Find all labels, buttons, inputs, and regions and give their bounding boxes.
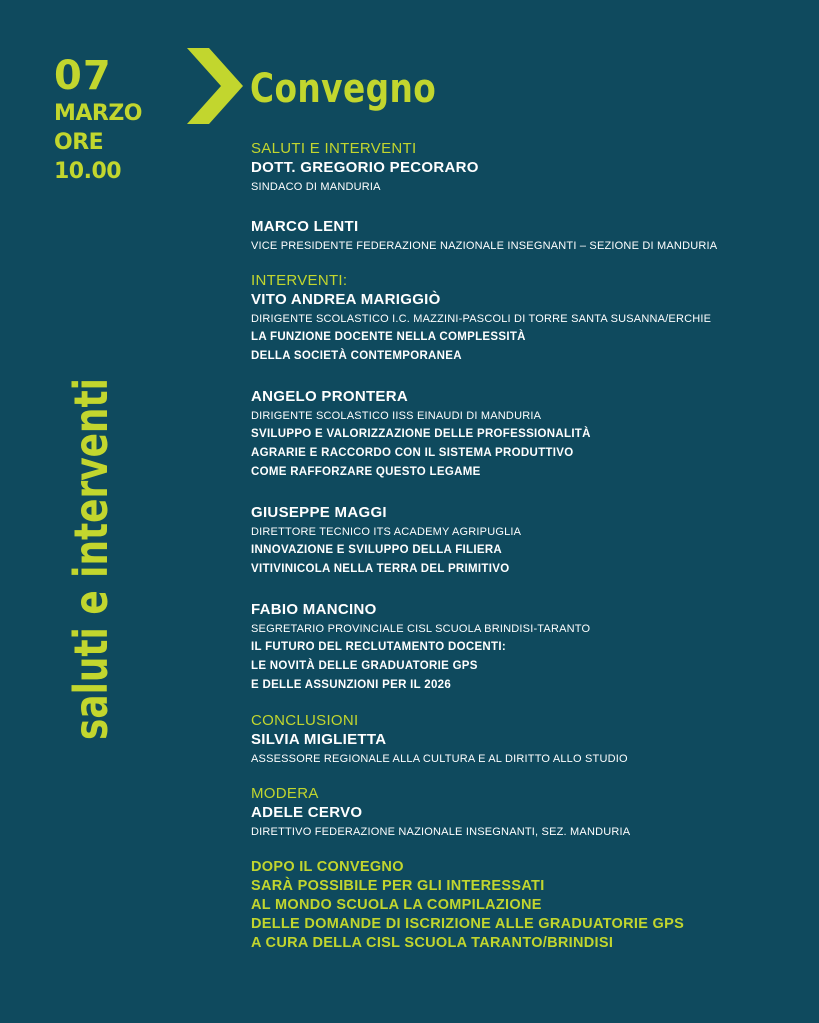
speaker-name: FABIO MANCINO	[251, 601, 377, 618]
program	[251, 140, 791, 953]
speaker-topic: AGRARIE E RACCORDO CON IL SISTEMA PRODUTTIVO	[251, 447, 574, 459]
speaker-name: ADELE CERVO	[251, 804, 363, 821]
speaker-topic: IL FUTURO DEL RECLUTAMENTO DOCENTI:	[251, 641, 506, 653]
vertical-title	[64, 276, 118, 740]
date-month: MARZO	[54, 101, 143, 126]
speaker-name: GIUSEPPE MAGGI	[251, 504, 387, 521]
speaker-topic: LE NOVITÀ DELLE GRADUATORIE GPS	[251, 660, 478, 672]
speaker-topic: LA FUNZIONE DOCENTE NELLA COMPLESSITÀ	[251, 331, 526, 343]
date-day: 07	[54, 53, 112, 99]
time-label: ORE	[54, 130, 104, 155]
after-event-line: A CURA DELLA CISL SCUOLA TARANTO/BRINDISI	[251, 935, 614, 951]
after-event-line: DOPO IL CONVEGNO	[251, 859, 404, 875]
speaker-role: SINDACO DI MANDURIA	[251, 181, 381, 193]
chevron-right-icon	[183, 46, 245, 126]
speaker-topic: INNOVAZIONE E SVILUPPO DELLA FILIERA	[251, 544, 503, 556]
speaker-name: ANGELO PRONTERA	[251, 388, 409, 405]
speaker-role: VICE PRESIDENTE FEDERAZIONE NAZIONALE INSEGNANTI – SEZIONE DI MANDURIA	[251, 240, 718, 252]
after-event-line: AL MONDO SCUOLA LA COMPILAZIONE	[251, 897, 542, 913]
event-title: Convegno	[250, 66, 437, 112]
speaker-topic: COME RAFFORZARE QUESTO LEGAME	[251, 466, 481, 478]
speaker-name: MARCO LENTI	[251, 218, 359, 235]
speaker-role: SEGRETARIO PROVINCIALE CISL SCUOLA BRINDISI-TARANTO	[251, 623, 591, 635]
speaker-topic: E DELLE ASSUNZIONI PER IL 2026	[251, 679, 452, 691]
vertical-title-text: saluti e interventi	[64, 378, 118, 740]
after-event-line: SARÀ POSSIBILE PER GLI INTERESSATI	[251, 878, 545, 894]
speaker-name: VITO ANDREA MARIGGIÒ	[251, 291, 441, 308]
section-label-talks: INTERVENTI:	[251, 272, 348, 289]
speaker-topic: DELLA SOCIETÀ CONTEMPORANEA	[251, 350, 462, 362]
section-label-conclusions: CONCLUSIONI	[251, 712, 359, 729]
speaker-topic: VITIVINICOLA NELLA TERRA DEL PRIMITIVO	[251, 563, 510, 575]
speaker-name: SILVIA MIGLIETTA	[251, 731, 387, 748]
event-date	[54, 53, 143, 184]
section-label-greetings: SALUTI E INTERVENTI	[251, 140, 417, 157]
speaker-name: DOTT. GREGORIO PECORARO	[251, 159, 479, 176]
event-time: 10.00	[54, 159, 122, 184]
speaker-role: DIRIGENTE SCOLASTICO I.C. MAZZINI-PASCOLI DI TORRE SANTA SUSANNA/ERCHIE	[251, 313, 712, 325]
after-event-line: DELLE DOMANDE DI ISCRIZIONE ALLE GRADUATORIE GPS	[251, 916, 685, 932]
speaker-role: ASSESSORE REGIONALE ALLA CULTURA E AL DIRITTO ALLO STUDIO	[251, 753, 628, 765]
speaker-topic: SVILUPPO E VALORIZZAZIONE DELLE PROFESSIONALITÀ	[251, 428, 591, 440]
speaker-role: DIRIGENTE SCOLASTICO IISS EINAUDI DI MANDURIA	[251, 410, 542, 422]
speaker-role: DIRETTORE TECNICO ITS ACADEMY AGRIPUGLIA	[251, 526, 522, 538]
section-label-moderator: MODERA	[251, 785, 319, 802]
speaker-role: DIRETTIVO FEDERAZIONE NAZIONALE INSEGNANTI, SEZ. MANDURIA	[251, 826, 631, 838]
